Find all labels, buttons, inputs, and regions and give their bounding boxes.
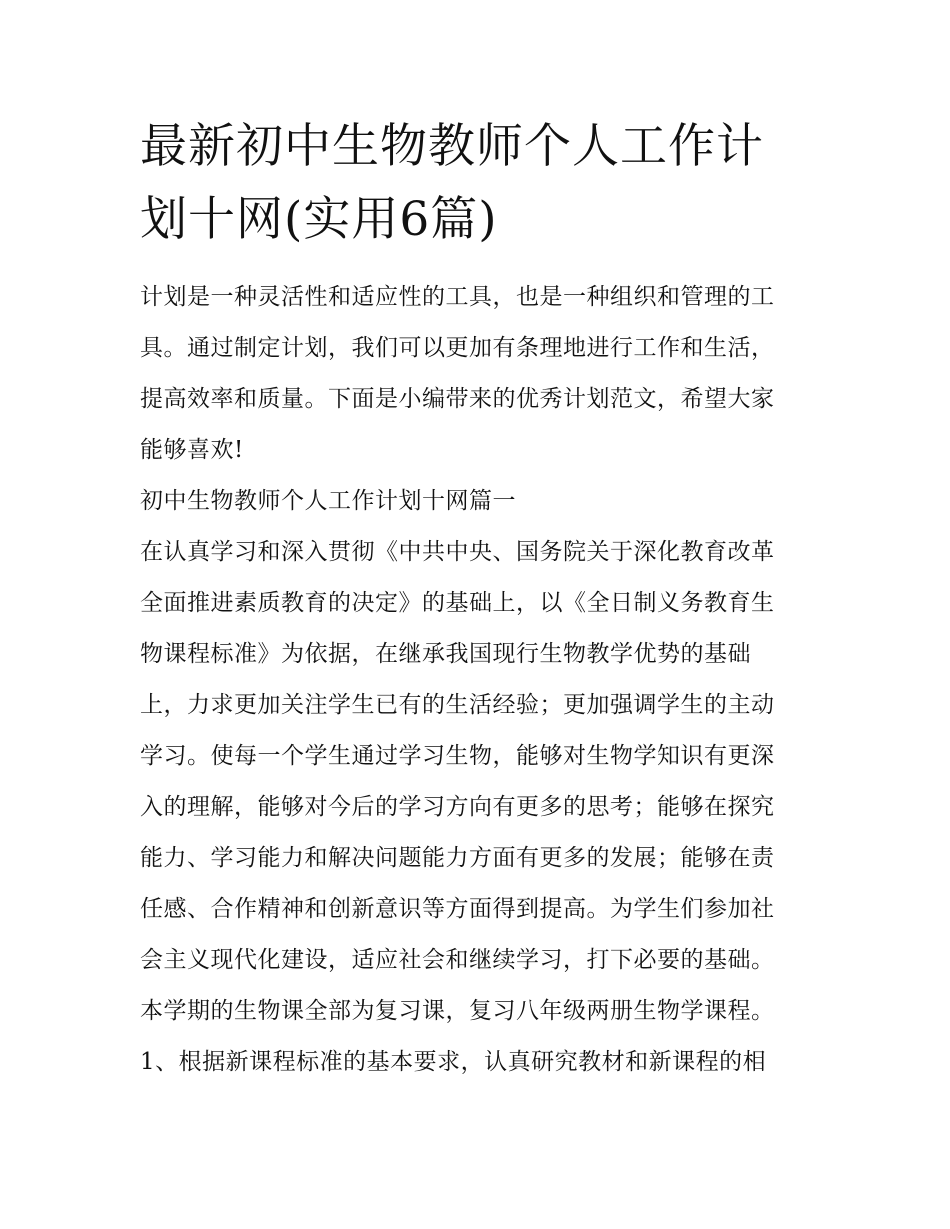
section-line: 本学期的生物课全部为复习课，复习八年级两册生物学课程。	[140, 998, 775, 1024]
document-title	[140, 110, 815, 256]
intro-line: 具。通过制定计划，我们可以更加有条理地进行工作和生活，	[140, 335, 775, 361]
title-line-1: 最新初中生物教师个人工作计	[140, 119, 764, 174]
section-line: 入的理解，能够对今后的学习方向有更多的思考；能够在探究	[140, 794, 775, 820]
section-line: 1、根据新课程标准的基本要求，认真研究教材和新课程的相	[140, 1049, 767, 1075]
section-heading: 初中生物教师个人工作计划十网篇一	[140, 488, 516, 514]
intro-line: 计划是一种灵活性和适应性的工具，也是一种组织和管理的工	[140, 284, 775, 310]
section-line: 任感、合作精神和创新意识等方面得到提高。为学生们参加社	[140, 896, 775, 922]
intro-line: 能够喜欢!	[140, 437, 244, 463]
section-line: 学习。使每一个学生通过学习生物，能够对生物学知识有更深	[140, 743, 775, 769]
section-line: 在认真学习和深入贯彻《中共中央、国务院关于深化教育改革	[140, 539, 775, 565]
section-line: 会主义现代化建设，适应社会和继续学习，打下必要的基础。	[140, 947, 775, 973]
title-line-2: 划十网(实用6篇)	[140, 192, 498, 247]
document-page	[140, 110, 815, 1088]
section-line: 物课程标准》为依据，在继承我国现行生物教学优势的基础	[140, 641, 751, 667]
document-body	[140, 272, 815, 1088]
intro-line: 提高效率和质量。下面是小编带来的优秀计划范文，希望大家	[140, 386, 775, 412]
section-line: 全面推进素质教育的决定》的基础上，以《全日制义务教育生	[140, 590, 775, 616]
section-line: 上，力求更加关注学生已有的生活经验；更加强调学生的主动	[140, 692, 775, 718]
section-line: 能力、学习能力和解决问题能力方面有更多的发展；能够在责	[140, 845, 775, 871]
